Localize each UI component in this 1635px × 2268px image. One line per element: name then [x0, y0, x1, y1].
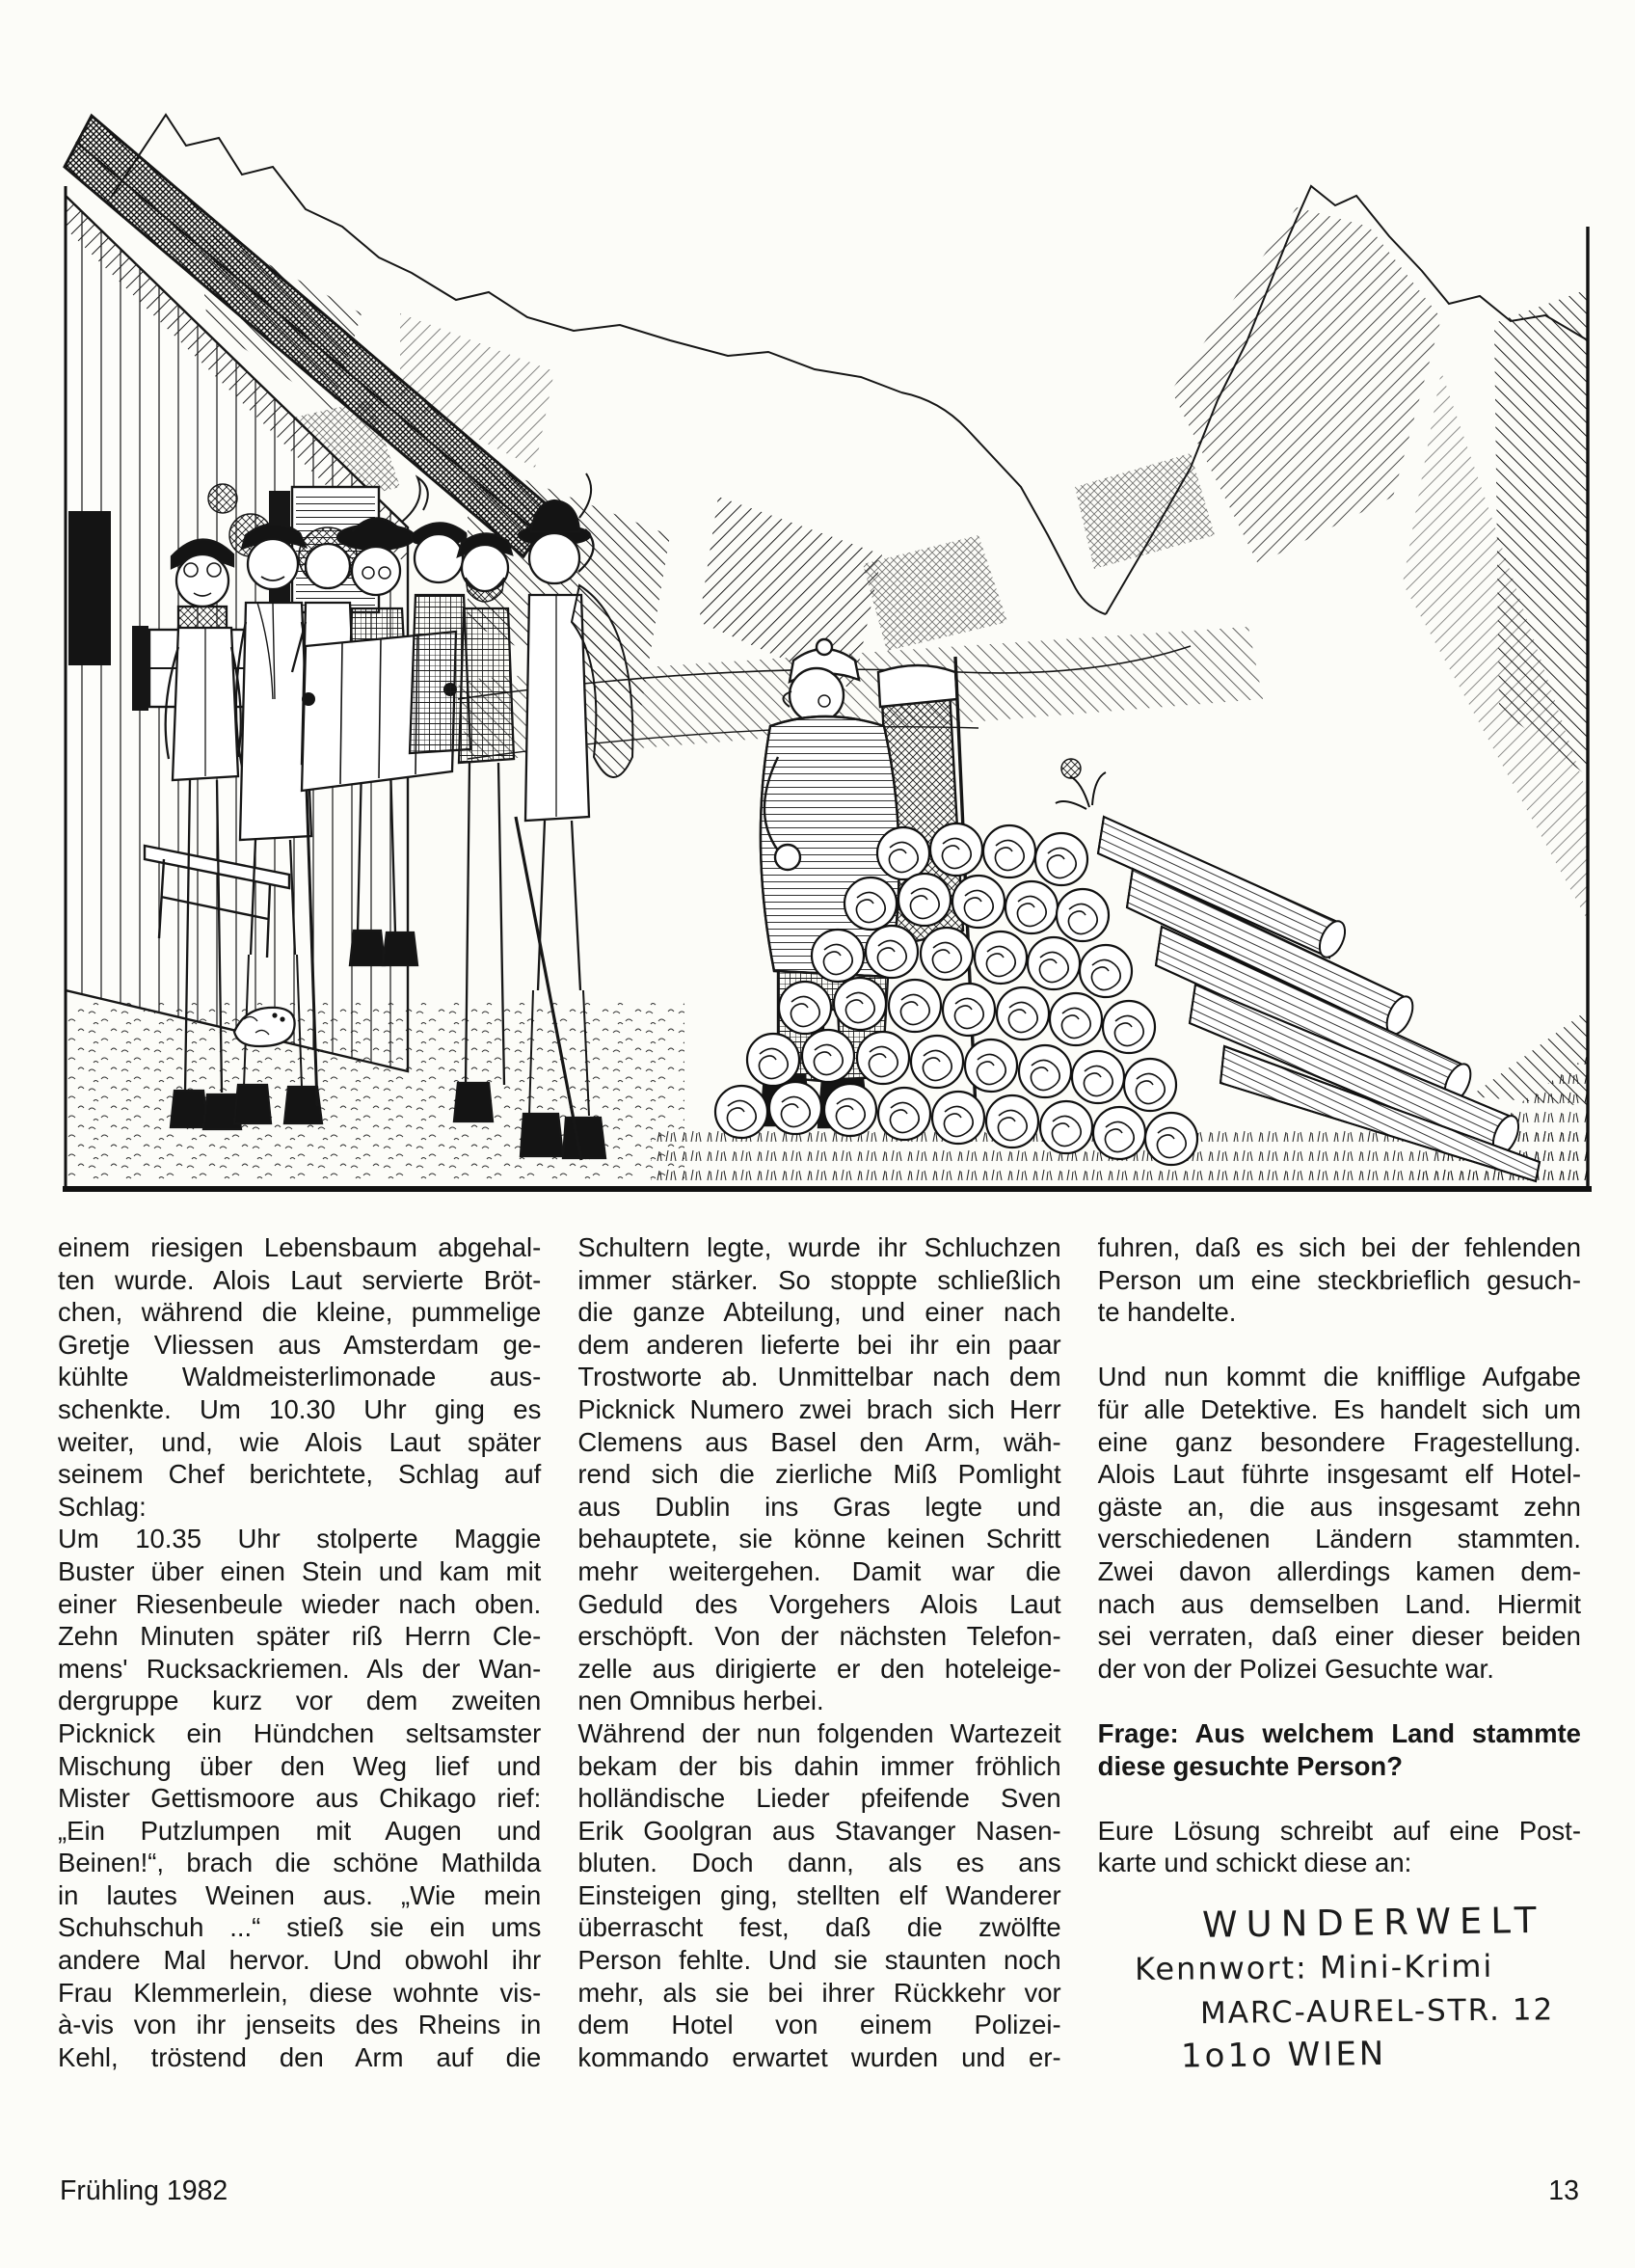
text-line: Schuhschuh ...“ stieß sie ein ums	[58, 1912, 542, 1943]
text-line: „Ein Putzlumpen mit Augen und	[58, 1815, 542, 1846]
text-line: ten wurde. Alois Laut servierte Bröt-	[58, 1264, 542, 1295]
address-line: Kennwort: Mini-Krimi	[1134, 1948, 1494, 1988]
text-line: Einsteigen ging, stellten elf Wanderer	[577, 1879, 1061, 1910]
text-line: Während der nun folgenden Wartezeit	[577, 1717, 1061, 1748]
text-line: Eure Lösung schreibt auf eine Post-	[1097, 1815, 1581, 1846]
text-line: in lautes Weinen aus. „Wie mein	[58, 1879, 542, 1910]
text-line: dergruppe kurz vor dem zweiten	[58, 1686, 542, 1716]
text-line: Frau Klemmerlein, diese wohnte vis-	[58, 1977, 542, 2008]
text-line: einem riesigen Lebensbaum abgehal-	[58, 1232, 542, 1262]
text-line: kommando erwartet wurden und er-	[577, 2041, 1061, 2072]
text-line: Und nun kommt die knifflige Aufgabe	[1097, 1362, 1581, 1392]
foliage	[208, 484, 237, 513]
text-line: te handelte.	[1097, 1297, 1237, 1328]
text-line: behauptete, sie könne keinen Schritt	[577, 1524, 1061, 1554]
doorway	[68, 511, 111, 665]
paragraph	[1098, 1231, 1581, 1329]
article-body	[58, 1231, 1581, 2076]
text-line: erschöpft. Von der nächsten Telefon-	[577, 1621, 1061, 1652]
handwritten-address	[1098, 1899, 1581, 2076]
text-line: verschiedenen Ländern stammten.	[1097, 1524, 1581, 1554]
text-line: Trostworte ab. Unmittelbar nach dem	[577, 1362, 1061, 1392]
text-line: bekam der bis dahin immer fröhlich	[577, 1750, 1061, 1781]
text-line: schenkte. Um 10.30 Uhr ging es	[58, 1393, 542, 1424]
text-line: Picknick Numero zwei brach sich Herr	[577, 1393, 1061, 1424]
text-line: holländische Lieder pfeifende Sven	[577, 1783, 1061, 1814]
text-line: Um 10.35 Uhr stolperte Maggie	[58, 1524, 542, 1554]
text-line: andere Mal hervor. Und obwohl ihr	[58, 1945, 542, 1976]
text-line: seinem Chef berichtete, Schlag auf	[58, 1459, 542, 1490]
text-line: diese gesuchte Person?	[1097, 1750, 1404, 1781]
text-line: mehr, als sie bei ihrer Rückkehr vor	[577, 1977, 1061, 2008]
text-line: karte und schickt diese an:	[1097, 1848, 1412, 1878]
text-line: mens' Rucksackriemen. Als der Wan-	[58, 1653, 542, 1684]
footer-page-number: 13	[1548, 2175, 1579, 2206]
text-line: überrascht fest, daß die zwölfte	[577, 1912, 1061, 1943]
paragraph	[577, 1231, 1060, 1717]
paragraph	[1098, 1361, 1581, 1685]
paragraph	[1098, 1815, 1581, 1879]
text-line: Picknick ein Hündchen seltsamster	[58, 1717, 542, 1748]
text-line: nen Omnibus herbei.	[577, 1686, 824, 1716]
text-line: dem anderen lieferte bei ihr ein paar	[577, 1329, 1061, 1360]
address-line: MARC-AUREL-STR. 12	[1199, 1992, 1555, 2032]
text-line: Zehn Minuten später riß Herrn Cle-	[58, 1621, 542, 1652]
text-line: sei verraten, daß einer dieser beiden	[1097, 1621, 1581, 1652]
text-line: Kehl, tröstend den Arm auf die	[58, 2041, 542, 2072]
text-line: Mister Gettismoore aus Chikago rief:	[58, 1783, 542, 1814]
text-line: zelle aus dirigierte er den hoteleige-	[577, 1653, 1061, 1684]
text-column-2	[577, 1231, 1060, 2073]
text-line: Erik Goolgran aus Stavanger Nasen-	[577, 1815, 1061, 1846]
text-line: für alle Detektive. Es handelt sich um	[1097, 1393, 1581, 1424]
text-line: immer stärker. So stoppte schließlich	[577, 1264, 1061, 1295]
text-column-1	[58, 1231, 541, 2073]
paragraph	[577, 1717, 1060, 2074]
text-line: aus Dublin ins Gras legte und	[577, 1491, 1061, 1522]
address-line: WUNDERWELT	[1201, 1899, 1545, 1946]
text-line: Schlag:	[58, 1491, 147, 1522]
text-line: Gretje Vliessen aus Amsterdam ge-	[58, 1329, 542, 1360]
text-line: rend sich die zierliche Miß Pomlight	[577, 1459, 1061, 1490]
tuft-plant	[1056, 759, 1106, 809]
footer-issue-label: Frühling 1982	[60, 2175, 228, 2206]
text-line: Beinen!“, brach die schöne Mathilda	[58, 1848, 542, 1878]
text-line: gäste an, die aus insgesamt zehn	[1097, 1491, 1581, 1522]
text-line: Geduld des Vorgehers Alois Laut	[577, 1588, 1061, 1619]
paragraph	[1098, 1717, 1581, 1782]
text-line: eine ganz besondere Fragestellung.	[1097, 1426, 1581, 1457]
text-line: einer Riesenbeule wieder nach oben.	[58, 1588, 542, 1619]
text-line: der von der Polizei Gesuchte war.	[1097, 1653, 1494, 1684]
text-column-3	[1097, 1231, 1581, 2076]
text-line: dem Hotel von einem Polizei-	[577, 2010, 1061, 2040]
text-line: weiter, und, wie Alois Laut später	[58, 1426, 542, 1457]
text-line: Mischung über den Weg lief und	[58, 1750, 542, 1781]
text-line: à-vis von ihr jenseits des Rheins in	[58, 2010, 542, 2040]
illustration-panel	[53, 82, 1595, 1196]
text-line: Person fehlte. Und sie staunten noch	[577, 1945, 1061, 1976]
text-line: Zwei davon allerdings kamen dem-	[1097, 1555, 1581, 1586]
text-line: fuhren, daß es sich bei der fehlenden	[1097, 1232, 1581, 1262]
text-line: bluten. Doch dann, als es ans	[577, 1848, 1061, 1878]
address-line: 1o1o WIEN	[1180, 2034, 1387, 2076]
mini-krimi-illustration	[53, 82, 1595, 1196]
paragraph	[58, 1523, 541, 2073]
text-line: Buster über einen Stein und kam mit	[58, 1555, 542, 1586]
text-line: Clemens aus Basel den Arm, wäh-	[577, 1426, 1061, 1457]
text-line: Schultern legte, wurde ihr Schluchzen	[577, 1232, 1061, 1262]
text-line: Person um eine steckbrieflich gesuch-	[1097, 1264, 1581, 1295]
text-line: die ganze Abteilung, und einer nach	[577, 1297, 1061, 1328]
text-line: Alois Laut führte insgesamt elf Hotel-	[1097, 1459, 1581, 1490]
text-line: Frage: Aus welchem Land stammte	[1097, 1717, 1581, 1748]
text-line: nach aus demselben Land. Hiermit	[1097, 1588, 1581, 1619]
text-line: mehr weitergehen. Damit war die	[577, 1555, 1061, 1586]
text-line: kühlte Waldmeisterlimonade aus-	[58, 1362, 542, 1392]
text-line: chen, während die kleine, pummelige	[58, 1297, 542, 1328]
paragraph	[58, 1231, 541, 1523]
